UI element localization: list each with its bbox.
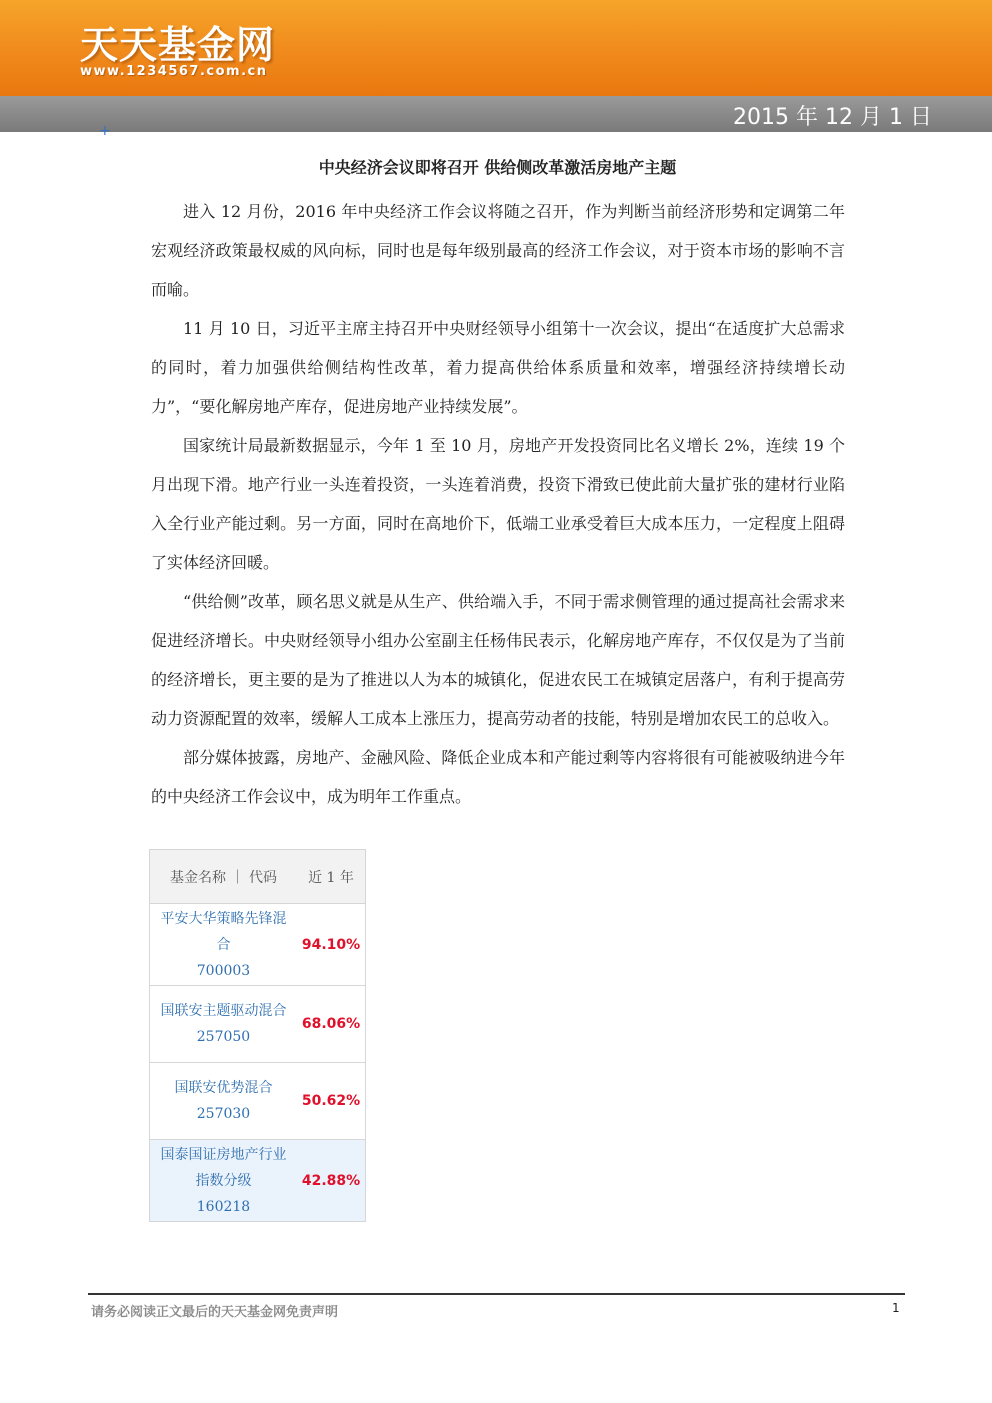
fund-name-line: 合 — [216, 936, 231, 953]
header-banner — [0, 0, 992, 96]
article-body — [151, 192, 845, 816]
footer-disclaimer: 请务必阅读正文最后的天天基金网免责声明 — [91, 1305, 339, 1320]
fund-code: 257030 — [196, 1106, 251, 1122]
footer-divider — [88, 1293, 905, 1295]
fund-name-line: 国联安优势混合 — [174, 1080, 273, 1096]
header-one-year-return: 近 1 年 — [308, 869, 354, 886]
fund-return: 68.06% — [301, 1016, 361, 1032]
fund-code: 257050 — [196, 1029, 251, 1045]
article-paragraph: “供给侧”改革，顾名思义就是从生产、供给端入手，不同于需求侧管理的通过提高社会需求来促进经济增长。中央财经领导小组办公室副主任杨伟民表示，化解房地产库存，不仅仅是为了当前的经济增长，更主要的是为了推进以人为本的城镇化，促进农民工在城镇定居落户，有利于提高劳动力资源配置的效率，缓解人工成本上涨压力，提高劳动者的技能，特别是增加农民工的总收入。 — [151, 592, 845, 728]
fund-name-link[interactable] — [150, 1142, 297, 1220]
article-title: 中央经济会议即将召开 供给侧改革激活房地产主题 — [318, 158, 677, 177]
fund-row[interactable] — [150, 1140, 365, 1221]
fund-name-link[interactable] — [150, 1075, 297, 1127]
fund-return: 42.88% — [301, 1172, 361, 1189]
fund-table — [149, 849, 366, 1222]
header-fund-name: 基金名称 ｜ 代码 — [170, 869, 277, 886]
page-number: 1 — [892, 1301, 900, 1315]
fund-code: 160218 — [196, 1198, 251, 1215]
report-date: 2015 年 12 月 1 日 — [733, 105, 932, 130]
fund-table-header — [150, 850, 365, 904]
article-paragraph: 进入 12 月份，2016 年中央经济工作会议将随之召开，作为判断当前经济形势和定调第二年宏观经济政策最权威的风向标，同时也是每年级别最高的经济工作会议，对于资本市场的影响不言而喻。 — [151, 202, 845, 299]
article-paragraph: 国家统计局最新数据显示，今年 1 至 10 月，房地产开发投资同比名义增长 2%，连续 19 个月出现下滑。地产行业一头连着投资，一头连着消费，投资下滑致已使此前大量扩张的建材行业陷入全行业产能过剩。另一方面，同时在高地价下，低端工业承受着巨大成本压力，一定程度上阻碍了实体经济回暖。 — [151, 436, 845, 572]
fund-name-line: 国泰国证房地产行业 — [160, 1146, 287, 1163]
fund-name-link[interactable] — [150, 998, 297, 1050]
fund-name-line: 国联安主题驱动混合 — [160, 1003, 287, 1019]
plus-icon: + — [99, 123, 111, 139]
fund-return: 94.10% — [301, 936, 361, 953]
site-url: www.1234567.com.cn — [80, 64, 268, 79]
article-paragraph: 部分媒体披露，房地产、金融风险、降低企业成本和产能过剩等内容将很有可能被吸纳进今年的中央经济工作会议中，成为明年工作重点。 — [151, 748, 845, 806]
fund-return: 50.62% — [301, 1093, 361, 1109]
site-logo[interactable]: 天天基金网 — [80, 23, 276, 67]
article-paragraph: 11 月 10 日，习近平主席主持召开中央财经领导小组第十一次会议，提出“在适度扩大总需求的同时，着力加强供给侧结构性改革，着力提高供给体系质量和效率，增强经济持续增长动力”，“要化解房地产库存，促进房地产业持续发展”。 — [151, 319, 845, 416]
fund-row[interactable] — [150, 1063, 365, 1140]
fund-name-line: 指数分级 — [195, 1172, 252, 1189]
fund-row[interactable] — [150, 904, 365, 986]
fund-name-link[interactable] — [150, 906, 297, 984]
fund-code: 700003 — [196, 962, 251, 979]
fund-name-line: 平安大华策略先锋混 — [160, 910, 287, 927]
fund-row[interactable] — [150, 986, 365, 1063]
